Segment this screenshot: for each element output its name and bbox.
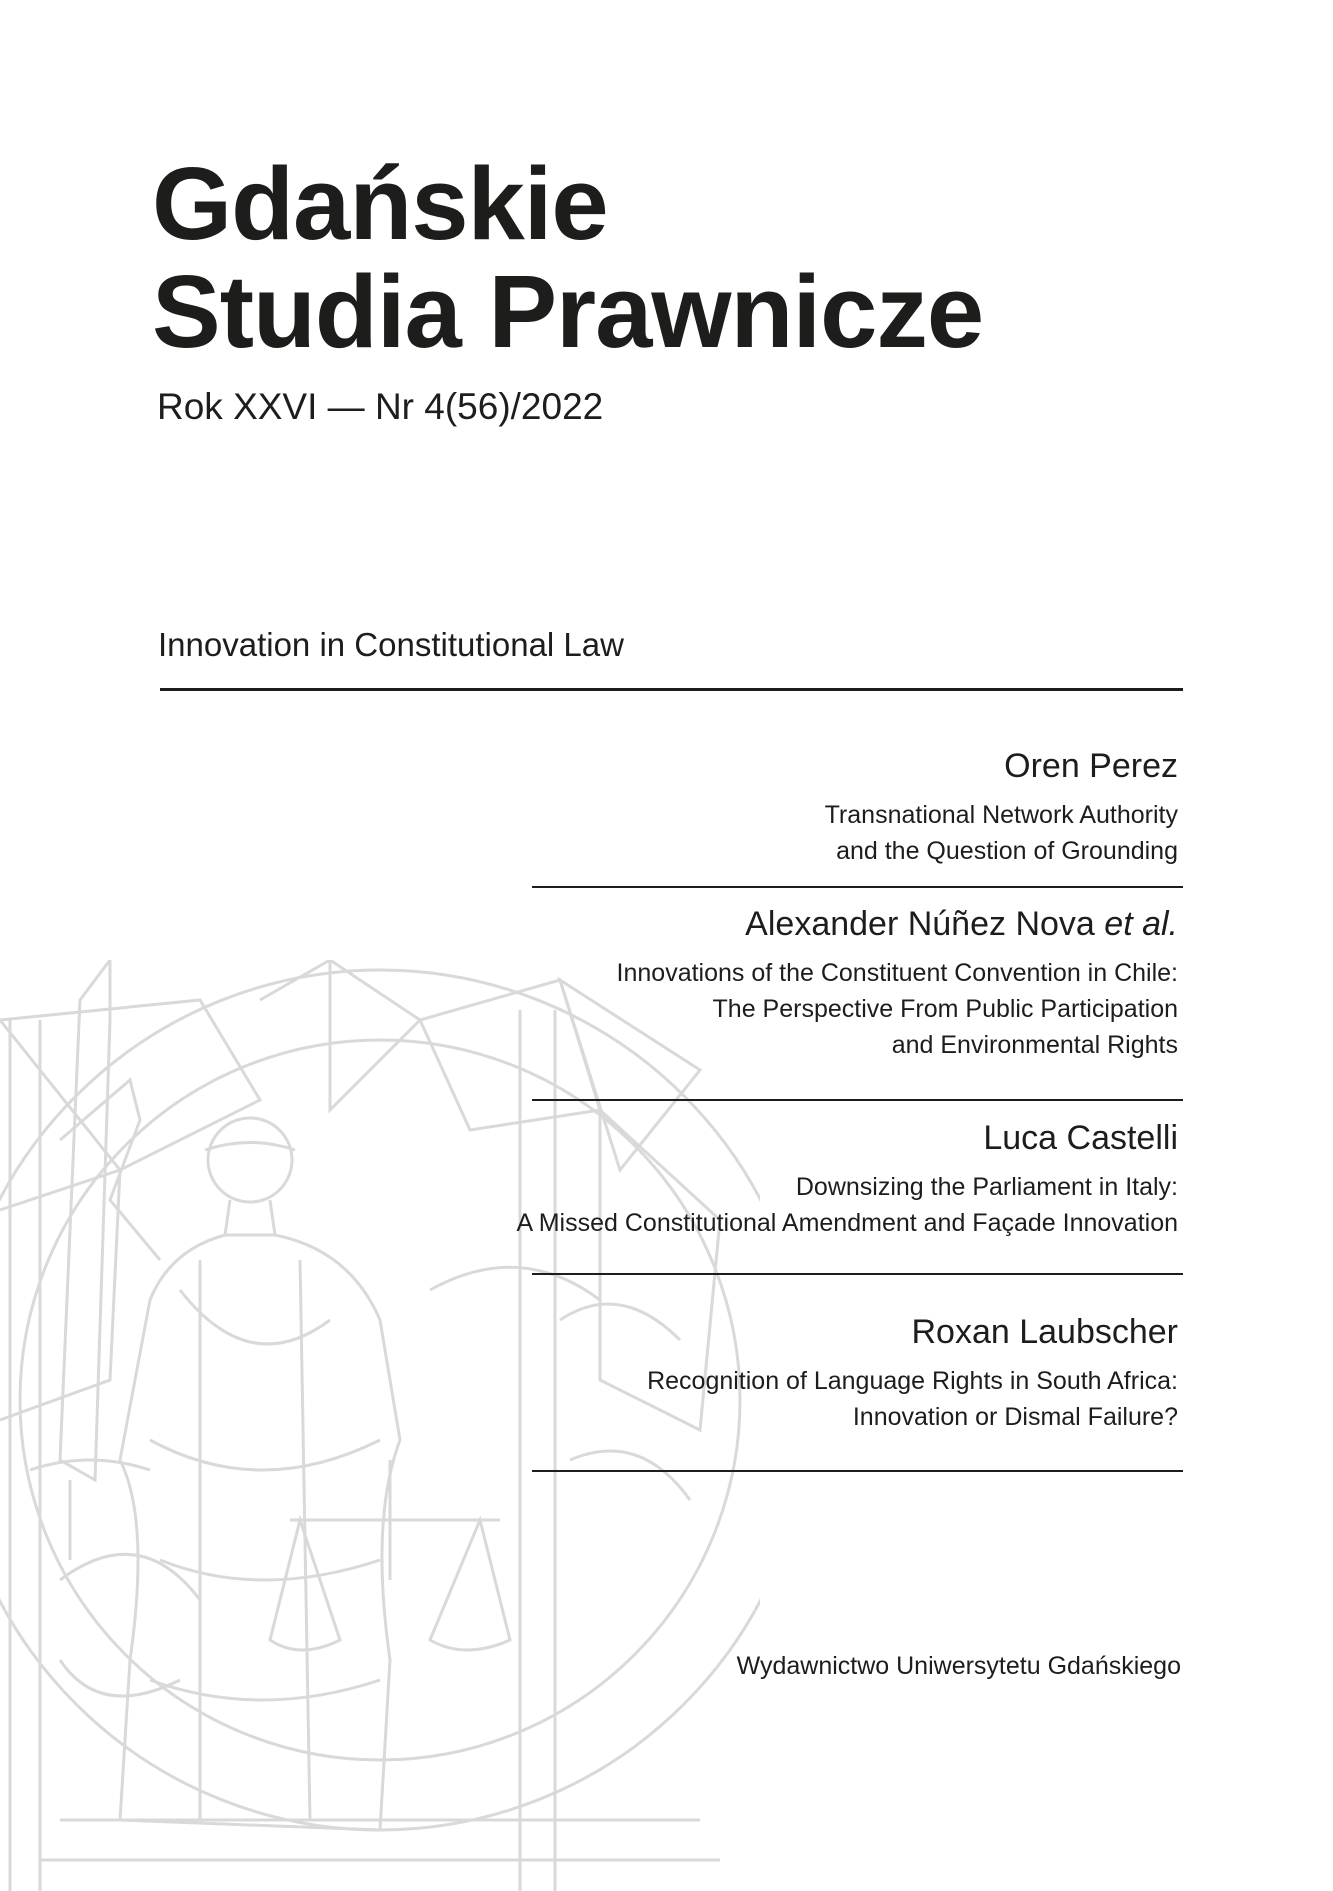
article-title: [647, 1363, 1178, 1435]
article-author: [516, 1117, 1178, 1159]
article-divider: [532, 1470, 1183, 1472]
article-title-line: and Environmental Rights: [891, 1031, 1178, 1059]
article-title-line: A Missed Constitutional Amendment and Façade Innovation: [516, 1209, 1178, 1237]
author-name: Oren Perez: [1004, 747, 1178, 785]
article-title-line: Transnational Network Authority: [824, 801, 1178, 829]
article-title-line: Innovation or Dismal Failure?: [852, 1403, 1178, 1431]
article-author: [647, 1311, 1178, 1353]
journal-title: [152, 146, 984, 369]
issue-number: Rok XXVI — Nr 4(56)/2022: [157, 386, 604, 427]
article-title: [825, 797, 1178, 869]
article-author: [825, 745, 1178, 787]
article-title-line: and the Question of Grounding: [836, 837, 1178, 865]
theme-divider: [160, 688, 1183, 691]
article-entry: [617, 903, 1178, 1063]
article-entry: [825, 745, 1178, 869]
article-entry: [516, 1117, 1178, 1241]
publisher-name: Wydawnictwo Uniwersytetu Gdańskiego: [736, 1652, 1181, 1680]
issue-theme: Innovation in Constitutional Law: [158, 626, 624, 663]
author-suffix: et al.: [1104, 905, 1178, 943]
journal-title-line2: Studia Prawnicze: [152, 254, 984, 369]
author-name: Luca Castelli: [983, 1119, 1178, 1157]
article-title: [516, 1169, 1178, 1241]
article-title: [617, 955, 1178, 1063]
article-title-line: The Perspective From Public Participation: [712, 995, 1178, 1023]
article-title-line: Innovations of the Constituent Convention in Chile:: [616, 959, 1178, 987]
author-name: Roxan Laubscher: [911, 1313, 1178, 1351]
article-divider: [532, 1099, 1183, 1101]
article-title-line: Recognition of Language Rights in South Africa:: [647, 1367, 1178, 1395]
article-divider: [532, 1273, 1183, 1275]
author-name: Alexander Núñez Nova: [745, 905, 1095, 943]
journal-title-line1: Gdańskie: [152, 146, 608, 261]
article-divider: [532, 886, 1183, 888]
article-author: [617, 903, 1178, 945]
article-title-line: Downsizing the Parliament in Italy:: [795, 1173, 1178, 1201]
article-entry: [647, 1311, 1178, 1435]
